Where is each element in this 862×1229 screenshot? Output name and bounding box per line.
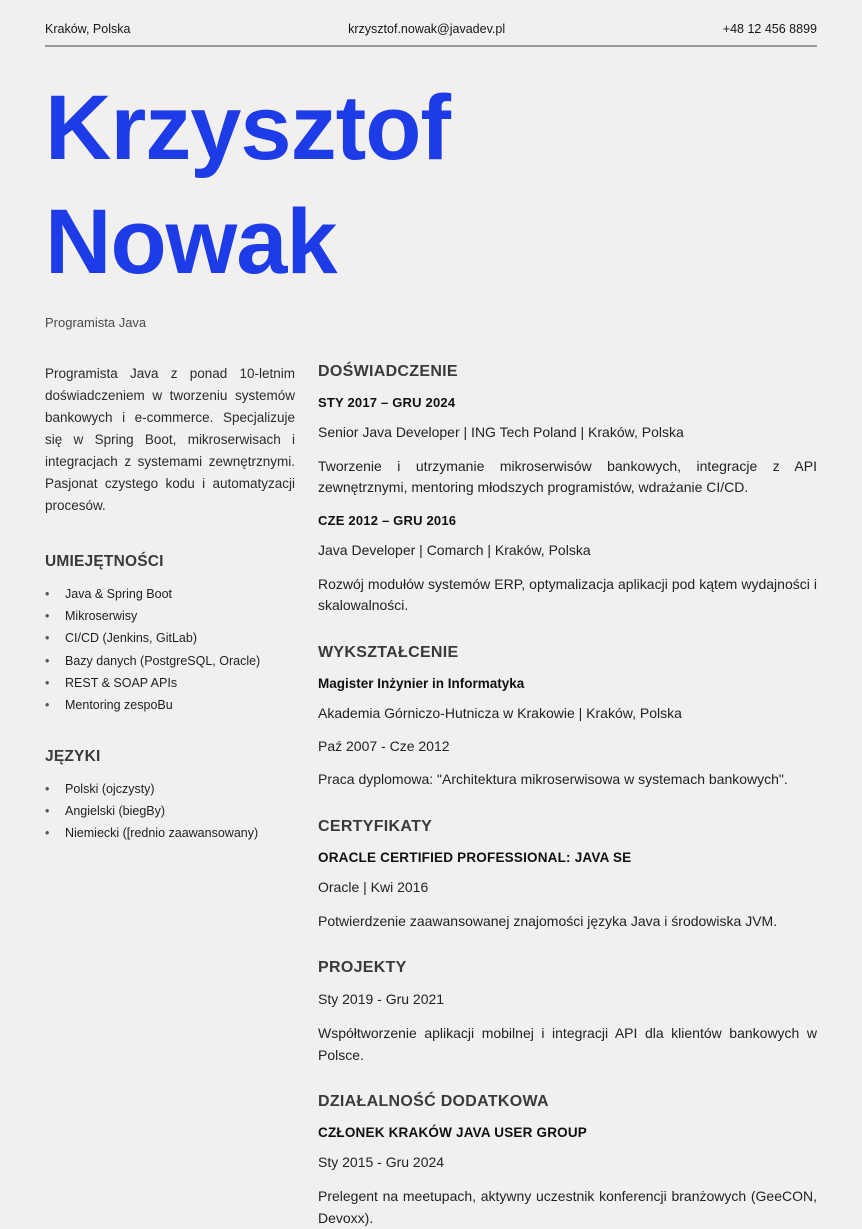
bullet-icon <box>45 677 65 690</box>
certificates-heading: CERTYFIKATY <box>318 817 433 835</box>
language-item <box>45 783 295 796</box>
section-certificates <box>318 818 817 932</box>
education-heading: WYKSZTAŁCENIE <box>318 644 459 662</box>
bullet-icon <box>45 783 65 796</box>
language-label: Angielski (biegBy) <box>65 804 166 819</box>
bullet-icon <box>45 610 65 623</box>
summary-paragraph: Programista Java z ponad 10-letnim doświadczeniem w tworzeniu systemów bankowych i e-commerce. Specjalizuje się w Spring Boot, mikroserwisach i integracjach z systemami zewnętrznymi. Pasjonat czystego kodu i automatyzacji procesów. <box>45 366 295 514</box>
languages-heading: JĘZYKI <box>45 747 101 765</box>
candidate-name <box>45 71 817 299</box>
bullet-icon <box>45 699 65 712</box>
language-label: Niemiecki ([rednio zaawansowany) <box>65 826 259 841</box>
candidate-job-title: Programista Java <box>45 315 147 331</box>
section-additional-activity <box>318 1093 817 1229</box>
education-degree: Magister Inżynier in Informatyka <box>318 676 525 692</box>
language-label: Polski (ojczysty) <box>65 781 155 796</box>
bullet-icon <box>45 805 65 818</box>
skill-label: CI/CD (Jenkins, GitLab) <box>65 631 197 646</box>
certificate-description: Potwierdzenie zaawansowanej znajomości języka Java i środowiska JVM. <box>318 912 778 929</box>
education-dates: Paź 2007 - Cze 2012 <box>318 737 450 754</box>
experience-entry <box>318 395 817 499</box>
projects-heading: PROJEKTY <box>318 959 407 977</box>
skill-label: REST & SOAP APIs <box>65 675 178 690</box>
certificate-issuer: Oracle | Kwi 2016 <box>318 878 429 895</box>
left-column <box>45 363 295 849</box>
contact-phone: +48 12 456 8899 <box>722 22 817 36</box>
experience-role: Senior Java Developer | ING Tech Poland | Kraków, Polska <box>318 424 684 441</box>
experience-description: Tworzenie i utrzymanie mikroserwisów bankowych, integracje z API zewnętrznymi, mentoring młodszych programistów, wdrażanie CI/CD. <box>318 457 817 496</box>
languages-list <box>45 783 295 840</box>
skill-item <box>45 655 295 668</box>
experience-dates: STY 2017 – GRU 2024 <box>318 395 456 411</box>
skill-item <box>45 699 295 712</box>
experience-role: Java Developer | Comarch | Kraków, Polska <box>318 542 591 559</box>
bullet-icon <box>45 588 65 601</box>
skill-item <box>45 588 295 601</box>
language-item <box>45 827 295 840</box>
section-projects <box>318 959 817 1066</box>
contact-location: Kraków, Polska <box>45 22 131 36</box>
education-school: Akademia Górniczo-Hutnicza w Krakowie | Kraków, Polska <box>318 705 682 722</box>
experience-dates: CZE 2012 – GRU 2016 <box>318 513 457 529</box>
additional-dates: Sty 2015 - Gru 2024 <box>318 1154 445 1171</box>
experience-heading: DOŚWIADCZENIE <box>318 363 458 381</box>
skill-label: Mikroserwisy <box>65 609 138 624</box>
skill-item <box>45 610 295 623</box>
project-description: Współtworzenie aplikacji mobilnej i integracji API dla klientów bankowych w Polsce. <box>318 1024 817 1063</box>
project-dates: Sty 2019 - Gru 2021 <box>318 991 445 1008</box>
education-thesis: Praca dyplomowa: "Architektura mikroserwisowa w systemach bankowych". <box>318 771 788 788</box>
skill-label: Java & Spring Boot <box>65 587 173 602</box>
experience-entry <box>318 513 817 617</box>
bullet-icon <box>45 827 65 840</box>
skill-item <box>45 632 295 645</box>
skills-list <box>45 588 295 712</box>
skill-label: Bazy danych (PostgreSQL, Oracle) <box>65 653 261 668</box>
bullet-icon <box>45 632 65 645</box>
candidate-first-name: Krzysztof <box>45 77 451 179</box>
candidate-last-name: Nowak <box>45 191 337 294</box>
contact-header <box>45 0 817 36</box>
skills-heading: UMIEJĘTNOŚCI <box>45 553 164 571</box>
bullet-icon <box>45 655 65 668</box>
section-experience <box>318 363 817 617</box>
skill-label: Mentoring zespoBu <box>65 697 173 712</box>
additional-title: CZŁONEK KRAKÓW JAVA USER GROUP <box>318 1125 588 1141</box>
additional-description: Prelegent na meetupach, aktywny uczestnik konferencji branżowych (GeeCON, Devoxx). <box>318 1187 817 1226</box>
skill-item <box>45 677 295 690</box>
body-columns <box>45 363 817 1229</box>
language-item <box>45 805 295 818</box>
additional-heading: DZIAŁALNOŚĆ DODATKOWA <box>318 1093 549 1111</box>
section-education <box>318 644 817 791</box>
experience-description: Rozwój modułów systemów ERP, optymalizacja aplikacji pod kątem wydajności i skalowalności. <box>318 575 817 614</box>
right-column <box>318 363 817 1229</box>
certificate-title: ORACLE CERTIFIED PROFESSIONAL: JAVA SE <box>318 849 632 865</box>
contact-email: krzysztof.nowak@javadev.pl <box>348 22 506 36</box>
header-divider <box>45 45 817 47</box>
